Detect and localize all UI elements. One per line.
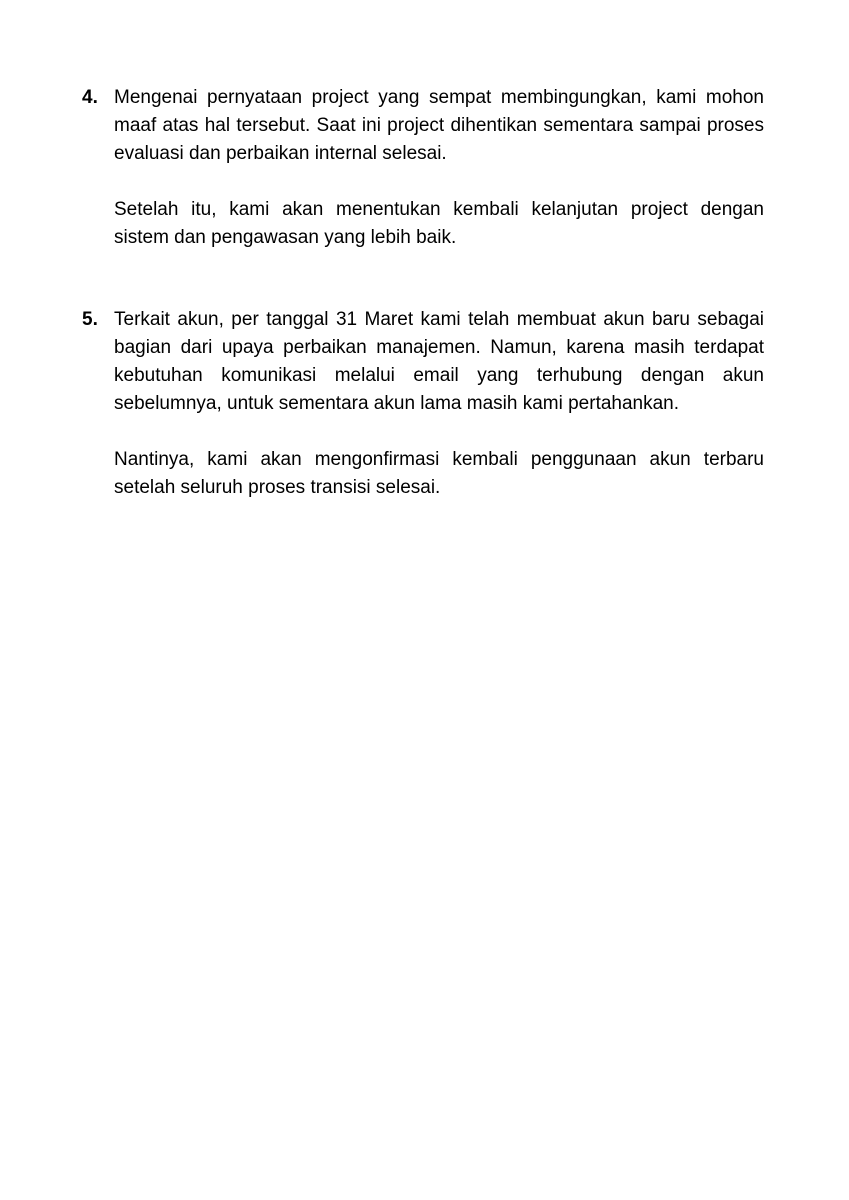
list-item-number: 5. [82, 309, 98, 330]
paragraph: Mengenai pernyataan project yang sempat membingungkan, kami mohon maaf atas hal tersebut. Saat ini project dihentikan sementara sampai proses evaluasi dan perbaikan internal selesai. [114, 87, 764, 164]
list-item-5 [82, 306, 764, 502]
list-item-body [114, 84, 764, 252]
list-item-4 [82, 84, 764, 252]
paragraph: Nantinya, kami akan mengonfirmasi kembali penggunaan akun terbaru setelah seluruh proses transisi selesai. [114, 449, 764, 498]
paragraph: Terkait akun, per tanggal 31 Maret kami telah membuat akun baru sebagai bagian dari upaya perbaikan manajemen. Namun, karena masih terdapat kebutuhan komunikasi melalui email yang terhubung dengan akun sebelumnya, untuk sementara akun lama masih kami pertahankan. [114, 309, 764, 414]
paragraph: Setelah itu, kami akan menentukan kembali kelanjutan project dengan sistem dan pengawasan yang lebih baik. [114, 199, 764, 248]
list-item-body [114, 306, 764, 502]
list-item-number: 4. [82, 87, 98, 108]
